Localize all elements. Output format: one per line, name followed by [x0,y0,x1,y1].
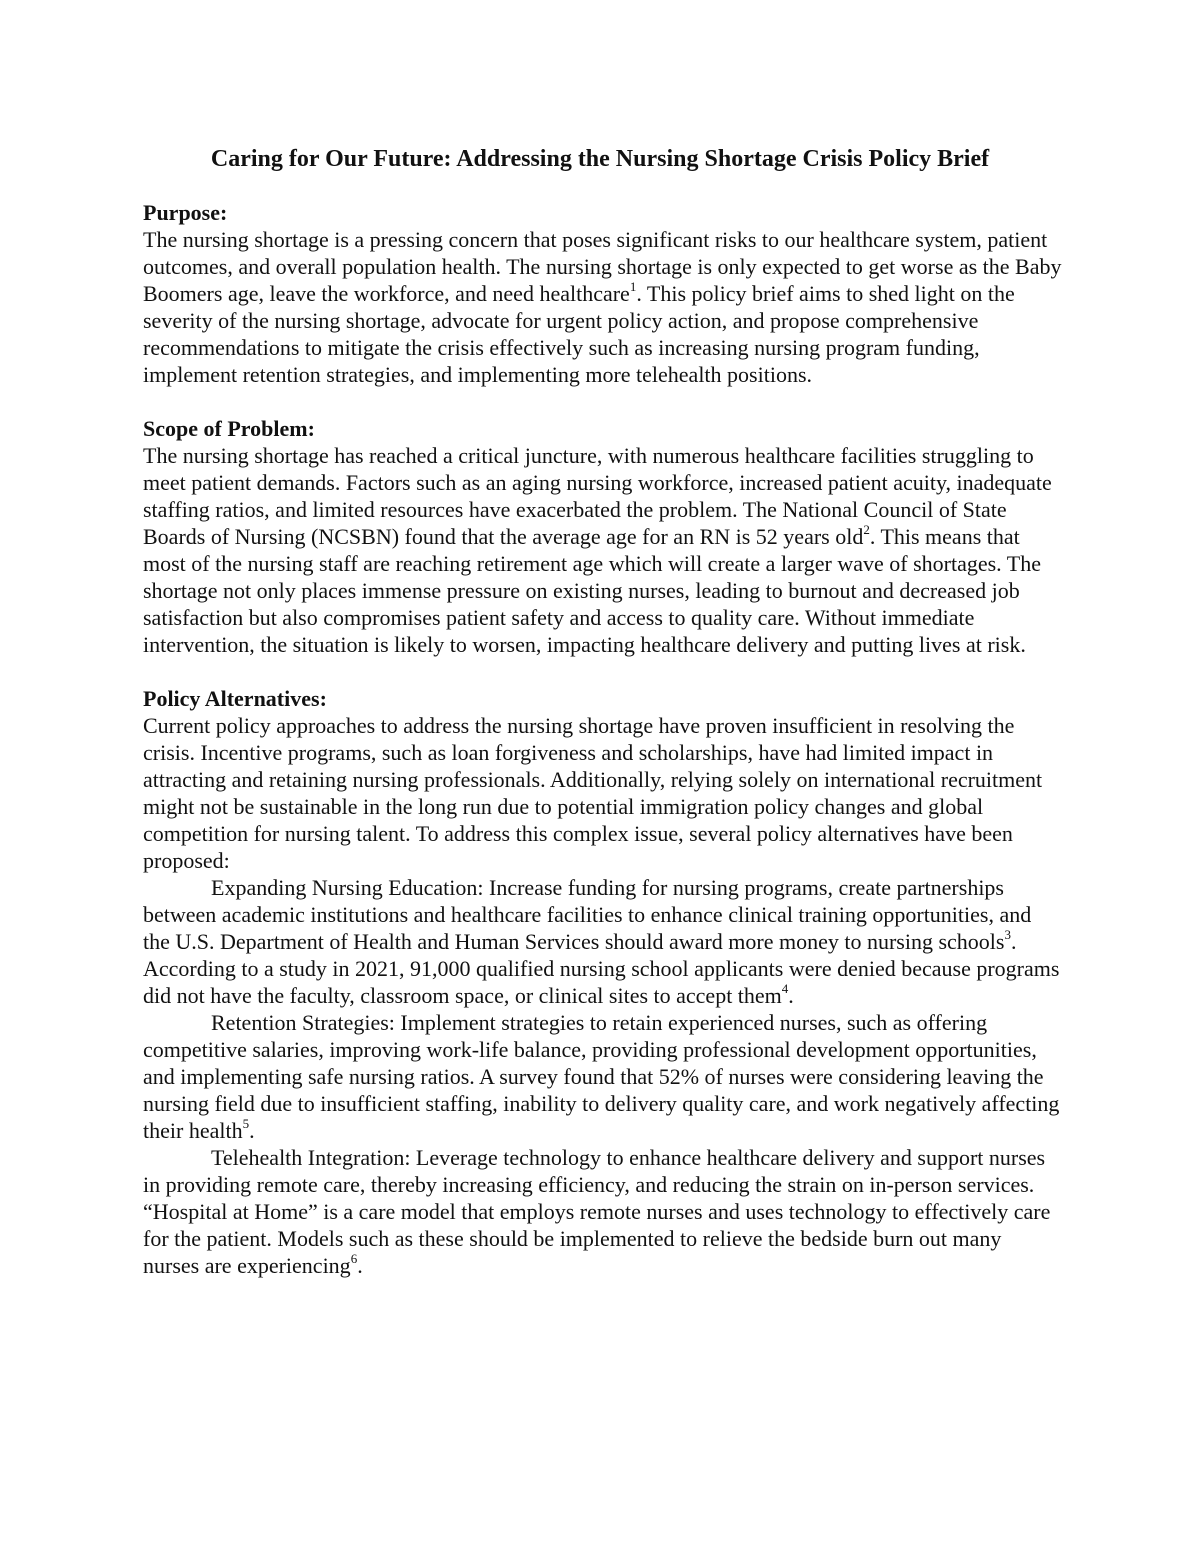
document-title: Caring for Our Future: Addressing the Nursing Shortage Crisis Policy Brief [210,146,990,172]
retention-paragraph [143,1009,1063,1144]
footnote-ref-1: 1 [629,278,637,294]
alternatives-section [143,685,1063,1279]
retention-text-b: . [249,1118,255,1143]
footnote-ref-5: 5 [242,1115,250,1131]
education-text-b: . According to a study in 2021, 91,000 qualified nursing school applicants were denied because programs did not have the faculty, classroom space, or clinical sites to accept them [143,929,1060,1008]
footnote-ref-6: 6 [350,1250,358,1266]
scope-paragraph [143,442,1063,658]
scope-text-b: . This means that most of the nursing staff are reaching retirement age which will create a larger wave of shortages. The shortage not only places immense pressure on existing nurses, leading to burnout and decreased job satisfaction but also compromises patient safety and access to quality care. Without immediate intervention, the situation is likely to worsen, impacting healthcare delivery and putting lives at risk. [143,524,1041,657]
telehealth-text-b: . [357,1253,363,1278]
scope-heading: Scope of Problem: [143,416,315,441]
scope-section [143,415,1063,658]
policy-brief-page [143,141,1063,1306]
purpose-section [143,199,1063,388]
purpose-heading: Purpose: [143,200,228,225]
scope-text-a: The nursing shortage has reached a critical juncture, with numerous healthcare facilities struggling to meet patient demands. Factors such as an aging nursing workforce, increased patient acuity, inadequate staffing ratios, and limited resources have exacerbated the problem. The National Council of State Boards of Nursing (NCSBN) found that the average age for an RN is 52 years old [143,443,1052,549]
footnote-ref-4: 4 [781,980,789,996]
retention-text-a: Retention Strategies: Implement strategies to retain experienced nurses, such as offering competitive salaries, improving work-life balance, providing professional development opportunities, and implementing safe nursing ratios. A survey found that 52% of nurses were considering leaving the nursing field due to insufficient staffing, inability to delivery quality care, and work negatively affecting their health [143,1010,1060,1143]
telehealth-paragraph [143,1144,1063,1279]
footnote-ref-2: 2 [863,521,870,537]
education-text-c: . [788,983,794,1008]
telehealth-text-a: Telehealth Integration: Leverage technology to enhance healthcare delivery and support nurses in providing remote care, thereby increasing efficiency, and reducing the strain on in-person services. “Hospital at Home” is a care model that employs remote nurses and uses technology to effectively care for the patient. Models such as these should be implemented to relieve the bedside burn out many nurses are experiencing [143,1145,1051,1278]
footnote-ref-3: 3 [1004,926,1011,942]
education-text-a: Expanding Nursing Education: Increase funding for nursing programs, create partnerships between academic institutions and healthcare facilities to enhance clinical training opportunities, and the U.S. Department of Health and Human Services should award more money to nursing schools [143,875,1032,954]
education-paragraph [143,874,1063,1009]
purpose-paragraph [143,226,1063,388]
alternatives-intro: Current policy approaches to address the nursing shortage have proven insufficient in resolving the crisis. Incentive programs, such as loan forgiveness and scholarships, have had limited impact in attracting and retaining nursing professionals. Additionally, relying solely on international recruitment might not be sustainable in the long run due to potential immigration policy changes and global competition for nursing talent. To address this complex issue, several policy alternatives have been proposed: [143,713,1043,873]
alternatives-heading: Policy Alternatives: [143,686,327,711]
purpose-text-b: . This policy brief aims to shed light on the severity of the nursing shortage, advocate for urgent policy action, and propose comprehensive recommendations to mitigate the crisis effectively such as increasing nursing program funding, implement retention strategies, and implementing more telehealth positions. [143,281,1015,387]
purpose-text-a: The nursing shortage is a pressing concern that poses significant risks to our healthcare system, patient outcomes, and overall population health. The nursing shortage is only expected to get worse as the Baby Boomers age, leave the workforce, and need healthcare [143,227,1062,306]
